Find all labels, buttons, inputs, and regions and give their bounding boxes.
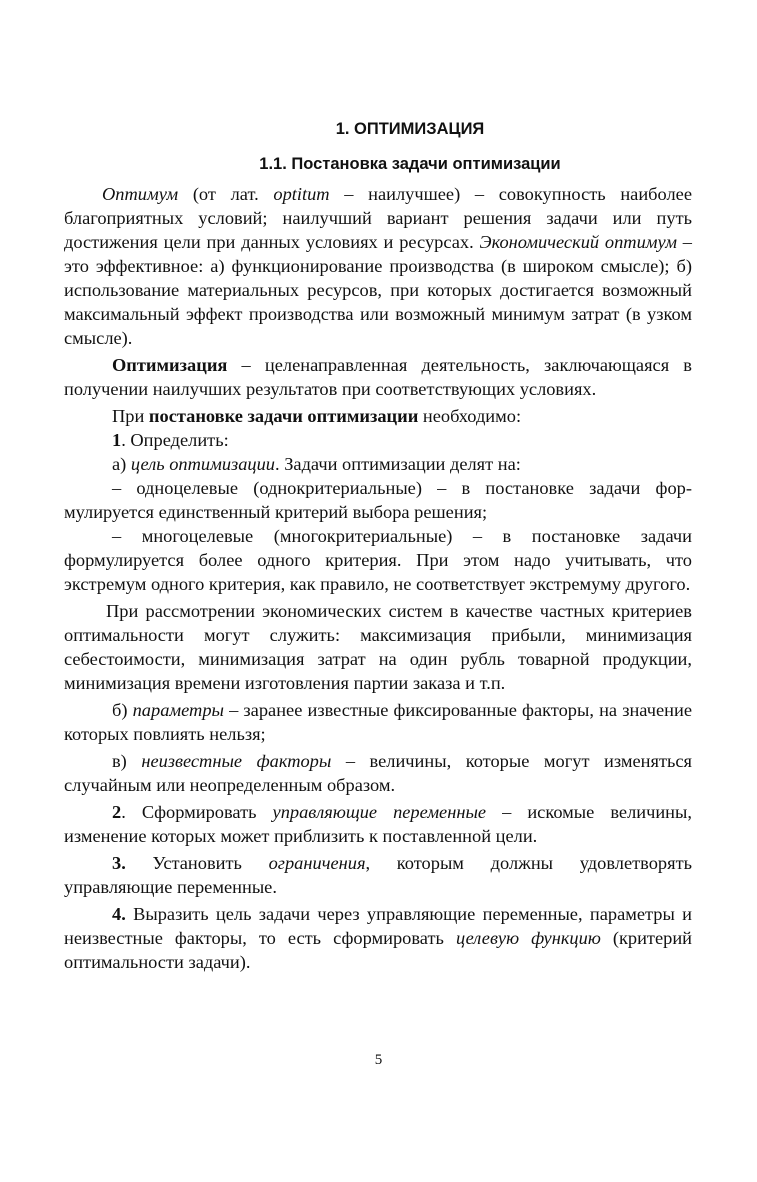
step-number: 1: [112, 430, 122, 450]
text: (от лат.: [178, 184, 274, 204]
text: – это эффективное: а) функционирование производства (в широком смысле); б) использование материальных ресурсов, при которых достигается возможный максимальный эффект производства или возможный минимум затрат (в узком смысле).: [64, 232, 692, 348]
text: – заранее известные фиксированные факторы, на значение которых повлиять нельзя;: [64, 700, 692, 744]
text: – наилучшее) – совокупность наиболее благоприятных условий; наилучший вариант решения задачи или путь достижения цели при данных условиях и ресурсах.: [64, 184, 692, 252]
text: . Задачи оптимизации делят на:: [275, 454, 521, 474]
text: а): [112, 454, 131, 474]
text: . Сформировать: [121, 802, 273, 822]
text: , которым должны удовлетворять управляющие переменные.: [64, 853, 692, 897]
step-4: [64, 902, 692, 974]
step-3: [64, 851, 692, 899]
paragraph-problem-statement: [64, 404, 692, 428]
step-2: [64, 800, 692, 848]
item-c-unknown-factors: [64, 749, 692, 797]
term-problem-statement: постановке задачи оптимизации: [148, 406, 419, 426]
text: в): [112, 751, 142, 771]
text: необходимо:: [418, 406, 522, 426]
text: – целенаправленная деятельность, заключающаяся в получении наилучших результатов при соответствующих условиях.: [64, 355, 692, 399]
step-number: 2: [112, 802, 122, 822]
step-number: 4.: [112, 904, 126, 924]
document-page: [64, 110, 692, 974]
item-a-goal: [64, 452, 692, 476]
term-control-variables: управляющие переменные: [272, 802, 487, 822]
term-optimization: Оптимизация: [112, 355, 228, 375]
text: Выразить цель задачи через управляющие переменные, параметры и неизвестные факторы, то есть сформировать: [64, 904, 692, 948]
text: Установить: [125, 853, 269, 873]
text: б): [112, 700, 133, 720]
text: . Определить:: [121, 430, 229, 450]
section-heading: 1.1. Постановка задачи оптимизации: [259, 155, 561, 173]
term-objective-function: целевую функцию: [455, 928, 601, 948]
term-parameters: параметры: [132, 700, 224, 720]
paragraph-criteria-examples: При рассмотрении экономических систем в качестве частных критериев оптимальности могут служить: максимизация прибыли, минимизация себестоимости, минимизация затрат на один рубль товарной продукции, минимизация времени изготовления партии заказа и т.п.: [64, 601, 692, 693]
list-item-multi-goal: – многоцелевые (многокритериальные) – в постановке задачи формулируется более одного критерия. При этом надо учитывать, что экстремум одного критерия, как правило, не соответствует экстремуму другого.: [64, 526, 692, 594]
term-optimum: Оптимум: [102, 184, 179, 204]
chapter-heading: 1. ОПТИМИЗАЦИЯ: [335, 120, 485, 138]
paragraph-optimization-definition: [64, 353, 692, 401]
term-unknown-factors: неизвестные факторы: [141, 751, 332, 771]
step-number: 3.: [112, 853, 126, 873]
page-number: 5: [374, 1052, 383, 1068]
term-economic-optimum: Экономический оптимум: [479, 232, 677, 252]
text: (критерий оптимальности задачи).: [64, 928, 692, 972]
list-item-single-goal: – одноцелевые (однокритериальные) – в постановке задачи формулируется единственный критерий выбора решения;: [64, 478, 692, 522]
step-1: [64, 428, 692, 452]
term-constraints: ограничения: [268, 853, 366, 873]
text: – величины, которые могут изменяться случайным или неопределенным образом.: [64, 751, 692, 795]
latin-term: optitum: [273, 184, 330, 204]
item-b-parameters: [64, 698, 692, 746]
term-goal: цель оптимизации: [130, 454, 275, 474]
text: При: [112, 406, 149, 426]
text: – искомые величины, изменение которых может приблизить к поставленной цели.: [64, 802, 692, 846]
paragraph-optimum-definition: [64, 182, 692, 350]
